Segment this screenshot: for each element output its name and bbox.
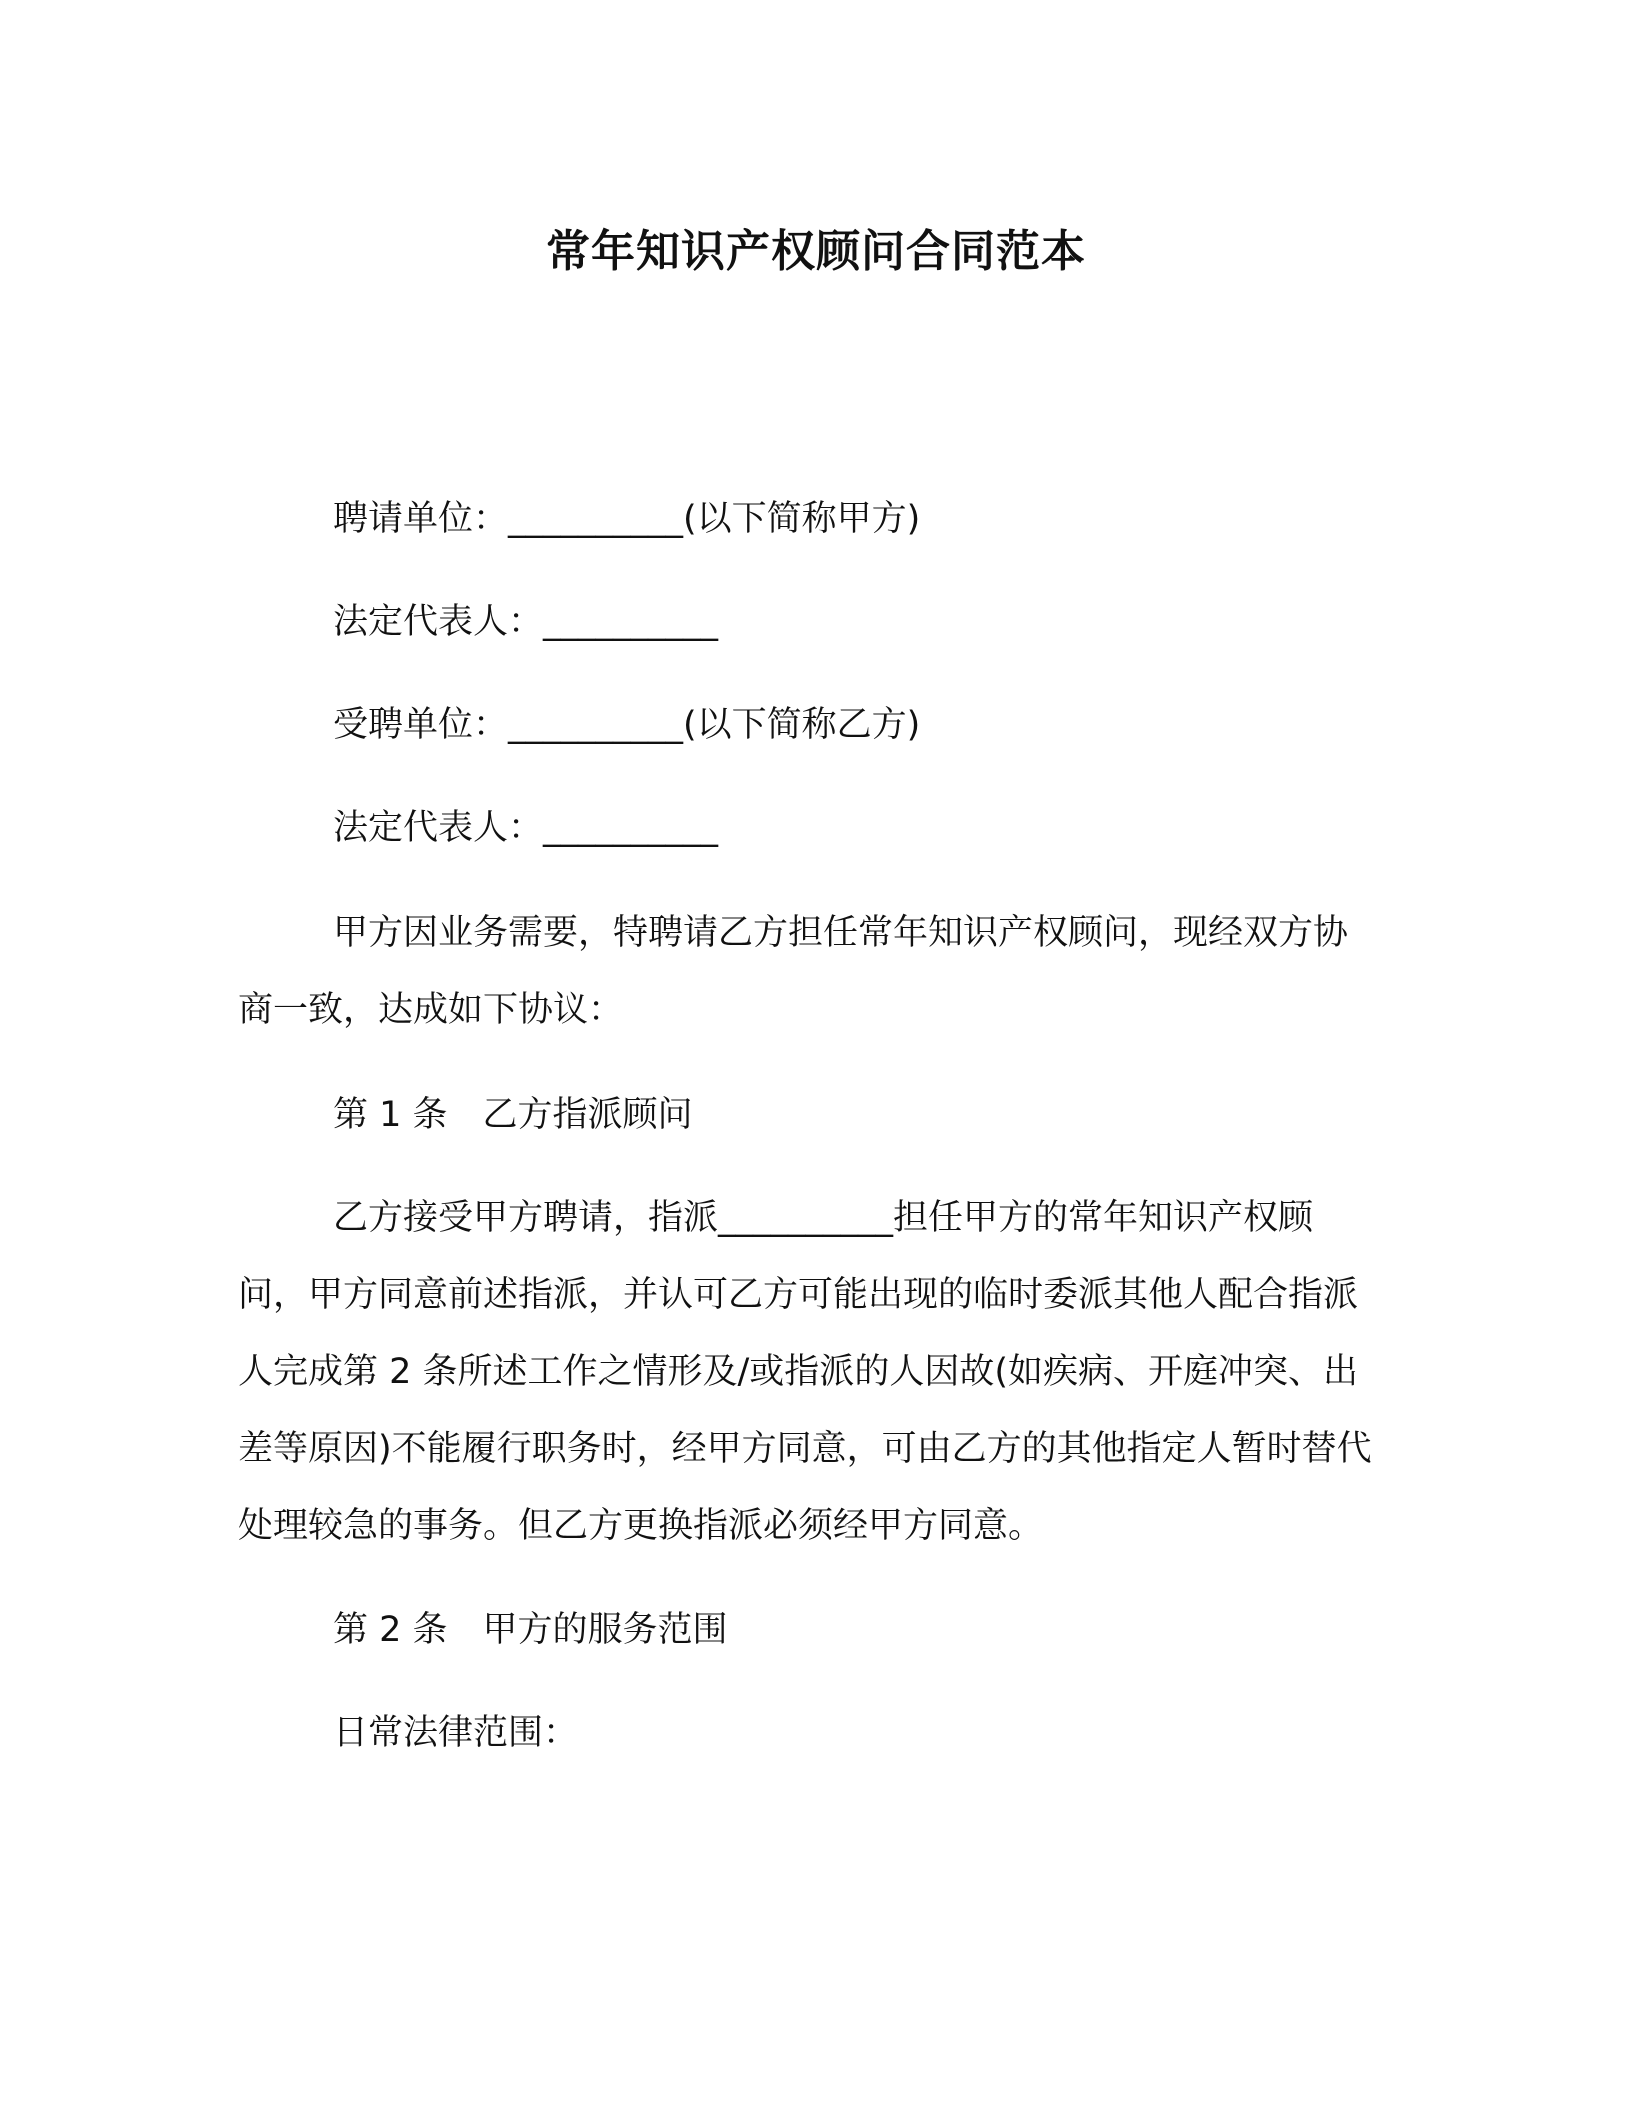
article-1-heading: 第 1 条 乙方指派顾问: [333, 1095, 693, 1135]
intro-paragraph: 甲方因业务需要，特聘请乙方担任常年知识产权顾问，现经双方协商一致，达成如下协议：: [238, 913, 1349, 1030]
article-2-heading: 第 2 条 甲方的服务范围: [333, 1610, 728, 1650]
party-b-unit: 受聘单位：__________(以下简称乙方): [333, 705, 921, 745]
party-a-unit: 聘请单位：__________(以下简称甲方): [333, 499, 921, 539]
party-b-representative: 法定代表人：__________: [333, 808, 719, 848]
document-title: 常年知识产权顾问合同范本: [546, 226, 1086, 277]
article-1-body: 乙方接受甲方聘请，指派__________担任甲方的常年知识产权顾问，甲方同意前述指派，并认可乙方可能出现的临时委派其他人配合指派人完成第 2 条所述工作之情形及/或指派的人因故(如疾病、开庭冲突、出差等原因)不能履行职务时，经甲方同意，可由乙方的其他指定人暂时替代处理较急的事务。但乙方更换指派必须经甲方同意。: [238, 1198, 1372, 1546]
daily-legal-scope: 日常法律范围：: [333, 1713, 579, 1753]
party-a-representative: 法定代表人：__________: [333, 602, 719, 642]
